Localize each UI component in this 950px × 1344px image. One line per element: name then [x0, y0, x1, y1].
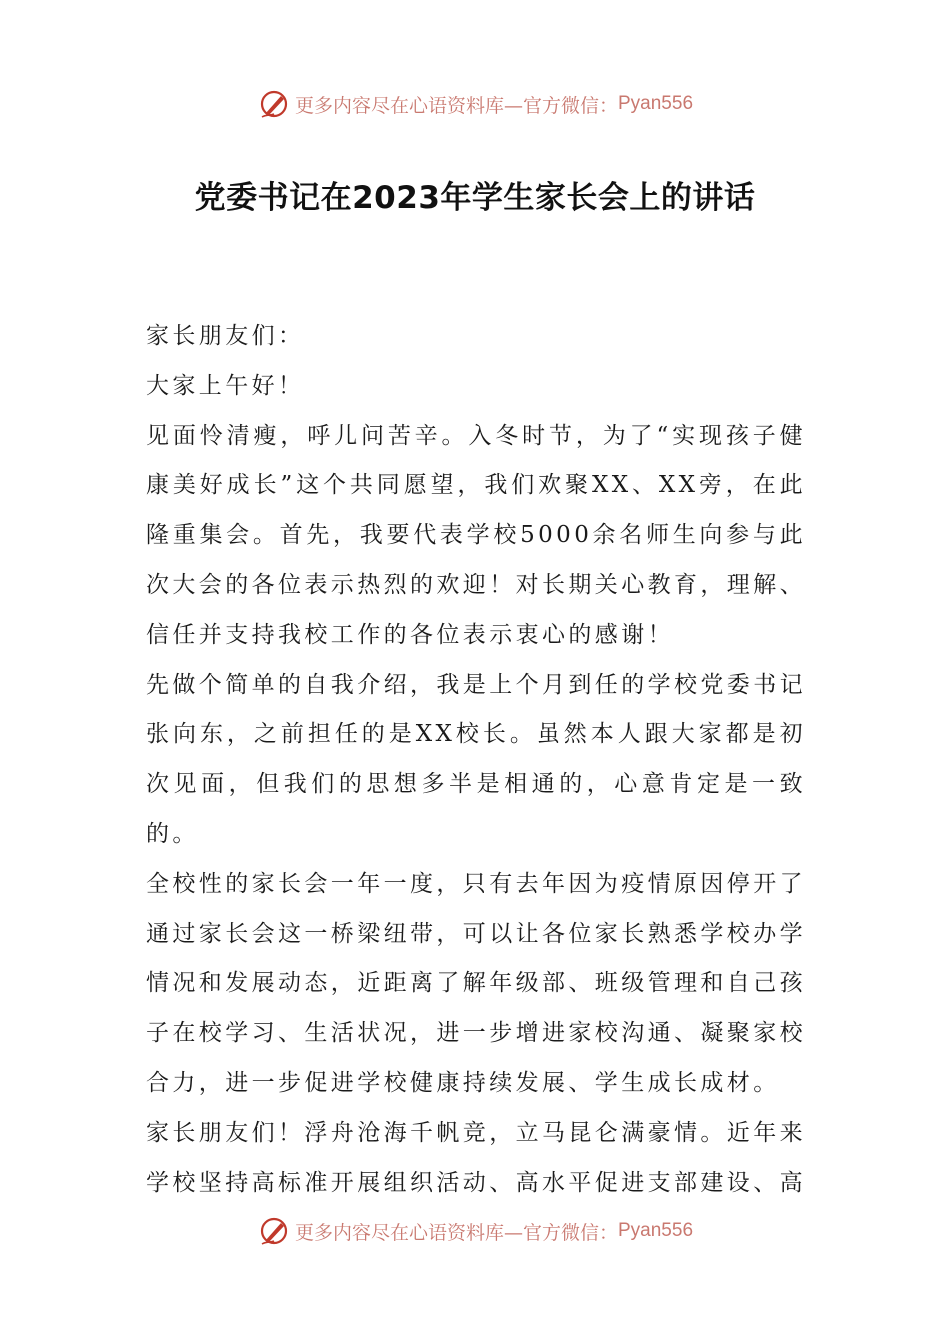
document-body: [146, 312, 806, 1208]
watermark-text: 更多内容尽在心语资料库—官方微信：: [294, 1221, 618, 1244]
document-title: 党委书记在2023年学生家长会上的讲话: [194, 180, 756, 216]
watermark-banner-top: [0, 84, 950, 124]
watermark-wechat-id: Pyan556: [618, 93, 694, 114]
paragraph-introduction: 先做个简单的自我介绍，我是上个月到任的学校党委书记张向东，之前担任的是XX校长。虽然本人跟大家都是初次见面，但我们的思想多半是相通的，心意肯定是一致的。: [146, 671, 806, 847]
watermark-banner-bottom: [0, 1211, 950, 1251]
watermark-text: 更多内容尽在心语资料库—官方微信：: [294, 94, 618, 117]
pen-logo-icon: [257, 1214, 291, 1248]
paragraph-greeting: 家长朋友们：: [146, 323, 305, 349]
paragraph-meeting-purpose: 全校性的家长会一年一度，只有去年因为疫情原因停开了通过家长会这一桥梁纽带，可以让各位家长熟悉学校办学情况和发展动态，近距离了解年级部、班级管理和自己孩子在校学习、生活状况，进一步增进家校沟通、凝聚家校合力，进一步促进学校健康持续发展、学生成长成材。: [146, 870, 806, 1096]
paragraph-welcome: 见面怜清瘦，呼儿问苦辛。入冬时节，为了“实现孩子健康美好成长”这个共同愿望，我们欢聚XX、XX旁，在此隆重集会。首先，我要代表学校5000余名师生向参与此次大会的各位表示热烈的欢迎！对长期关心教育，理解、信任并支持我校工作的各位表示衷心的感谢！: [146, 422, 806, 648]
pen-logo-icon: [257, 87, 291, 121]
paragraph-salutation: 大家上午好！: [146, 372, 305, 399]
watermark-wechat-id: Pyan556: [618, 1220, 694, 1241]
paragraph-achievements: 家长朋友们！浮舟沧海千帆竞，立马昆仑满豪情。近年来学校坚持高标准开展组织活动、高水平促进支部建设、高: [146, 1119, 806, 1196]
